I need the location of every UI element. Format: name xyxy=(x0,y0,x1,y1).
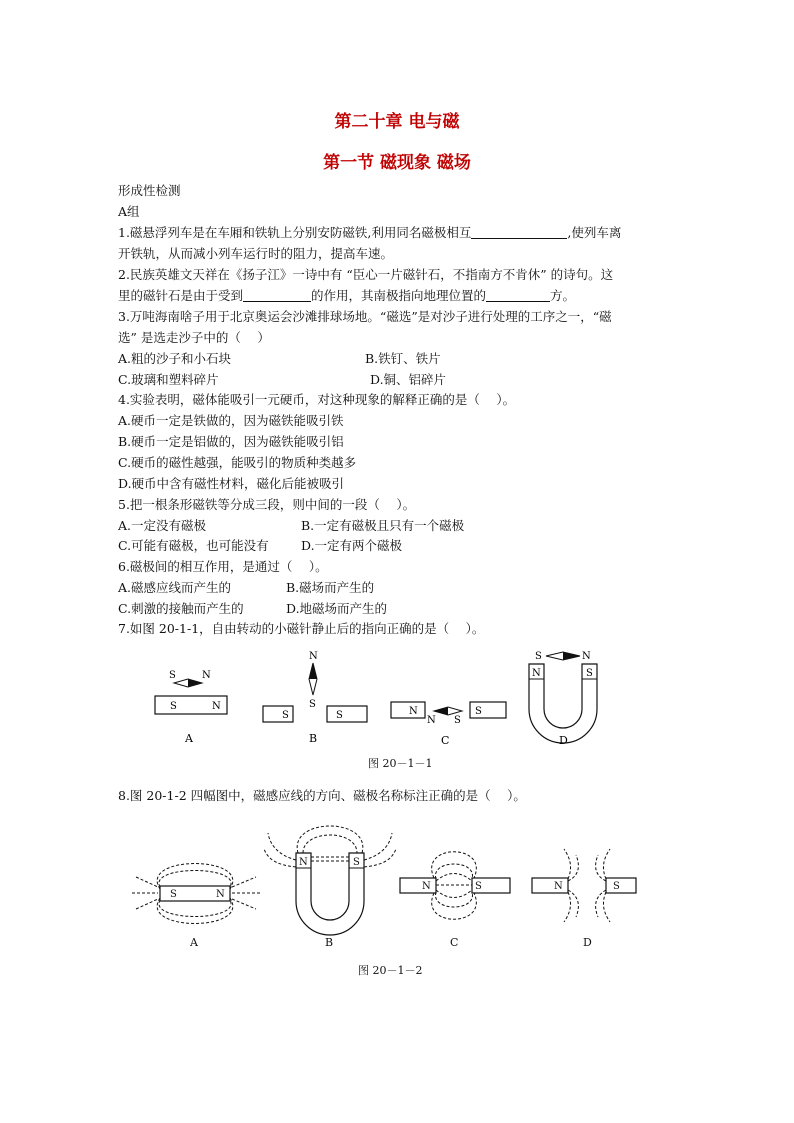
option-3d: D.铜、铝碎片 xyxy=(370,372,447,387)
needle-pole-label: N xyxy=(427,715,436,726)
needle-pole-label: S xyxy=(309,699,316,710)
needle-pole-label: N xyxy=(202,670,211,681)
question-2-text-pre: 里的磁针石是由于受到 xyxy=(118,288,244,303)
option-5a: A.一定没有磁极 xyxy=(118,518,207,533)
question-5: 5.把一根条形磁铁等分成三段，则中间的一段（ ）。 xyxy=(118,497,416,512)
question-2-text-post: 方。 xyxy=(550,288,576,303)
panel-label: A xyxy=(190,936,198,949)
needle-pole-label: N xyxy=(309,651,318,662)
pole-label: S xyxy=(336,710,343,721)
question-2-line-1: 2.民族英雄文天祥在《扬子江》一诗中有 “臣心一片磁针石，不指南方不肯休” 的诗句。这 xyxy=(118,267,614,282)
answer-blank[interactable] xyxy=(243,287,311,302)
panel-label: B xyxy=(325,936,334,949)
pole-label: S xyxy=(475,706,482,717)
question-2-line-2 xyxy=(118,286,575,306)
figure-1-panel-a xyxy=(155,670,227,745)
needle-pole-label: N xyxy=(582,651,591,662)
figure-1-caption: 图 20－1－1 xyxy=(368,757,433,770)
pole-label: N xyxy=(409,706,418,717)
option-3c: C.玻璃和塑料碎片 xyxy=(118,372,219,387)
pole-label: S xyxy=(353,857,360,868)
pole-label: S xyxy=(613,881,620,892)
figure-2-panel-a xyxy=(132,864,260,950)
group-label: A组 xyxy=(118,204,140,219)
pole-label: S xyxy=(170,701,177,712)
question-2-text-mid: 的作用，其南极指向地理位置的 xyxy=(311,288,487,303)
panel-label: B xyxy=(309,732,318,745)
figure-2-panel-b xyxy=(264,826,396,949)
needle-pole-label: S xyxy=(535,651,542,662)
option-6b: B.磁场而产生的 xyxy=(286,580,375,595)
question-8: 8.图 20-1-2 四幅图中，磁感应线的方向、磁极名称标注正确的是（ ）。 xyxy=(118,788,526,803)
question-6: 6.磁极间的相互作用，是通过（ ）。 xyxy=(118,559,328,574)
pole-label: N xyxy=(532,668,541,679)
panel-label: D xyxy=(583,936,592,949)
figure-2-panel-d xyxy=(532,849,636,949)
option-6c: C.刺激的接触而产生的 xyxy=(118,601,244,616)
needle-pole-label: S xyxy=(169,670,176,681)
figure-1-panel-c xyxy=(391,702,506,747)
question-3-line-2: 选” 是选走沙子中的（ ） xyxy=(118,330,270,345)
pole-label: N xyxy=(422,881,431,892)
panel-label: D xyxy=(559,734,568,747)
panel-label: C xyxy=(450,936,459,949)
figure-1-panel-d xyxy=(529,651,597,747)
panel-label: C xyxy=(441,734,450,747)
pole-label: S xyxy=(475,881,482,892)
question-3-line-1: 3.万吨海南啥子用于北京奥运会沙滩排球场地。“磁选”是对沙子进行处理的工序之一，“磁 xyxy=(118,309,612,324)
answer-blank[interactable] xyxy=(471,224,567,239)
question-1-line-1 xyxy=(118,223,621,243)
option-3a: A.粗的沙子和小石块 xyxy=(118,351,232,366)
pole-label: N xyxy=(216,889,225,900)
pole-label: S xyxy=(586,668,593,679)
chapter-title: 第二十章 电与磁 xyxy=(334,112,460,132)
option-4b: B.硬币一定是铝做的，因为磁铁能吸引铝 xyxy=(118,434,344,449)
option-4c: C.硬币的磁性越强，能吸引的物质种类越多 xyxy=(118,455,357,470)
pole-label: S xyxy=(282,710,289,721)
option-6d: D.地磁场而产生的 xyxy=(286,601,388,616)
needle-pole-label: S xyxy=(454,715,461,726)
question-1-line-2: 开铁轨，从而减小列车运行时的阻力，提高车速。 xyxy=(118,246,394,261)
pole-label: N xyxy=(554,881,563,892)
pole-label: N xyxy=(299,857,308,868)
pole-label: N xyxy=(212,701,221,712)
section-title: 第一节 磁现象 磁场 xyxy=(323,153,471,173)
question-7: 7.如图 20-1-1，自由转动的小磁针静止后的指向正确的是（ ）。 xyxy=(118,621,485,636)
question-4: 4.实验表明，磁体能吸引一元硬币，对这种现象的解释正确的是（ ）。 xyxy=(118,392,516,407)
question-1-text-pre: 1.磁悬浮列车是在车厢和铁轨上分别安防磁铁,利用同名磁极相互 xyxy=(118,225,472,240)
option-4d: D.硬币中含有磁性材料，磁化后能被吸引 xyxy=(118,476,345,491)
figure-1-panel-b xyxy=(263,651,367,745)
answer-blank[interactable] xyxy=(486,287,550,302)
option-5d: D.一定有两个磁极 xyxy=(301,538,403,553)
pole-label: S xyxy=(170,889,177,900)
option-5b: B.一定有磁极且只有一个磁极 xyxy=(301,518,465,533)
section-label: 形成性检测 xyxy=(118,183,181,198)
panel-label: A xyxy=(185,732,193,745)
question-1-text-post: ,使列车离 xyxy=(567,225,622,240)
figure-20-1-2 xyxy=(118,815,638,955)
option-5c: C.可能有磁极，也可能没有 xyxy=(118,538,269,553)
option-6a: A.磁感应线而产生的 xyxy=(118,580,232,595)
option-4a: A.硬币一定是铁做的，因为磁铁能吸引铁 xyxy=(118,413,344,428)
figure-2-caption: 图 20－1－2 xyxy=(358,964,423,977)
figure-2-panel-c xyxy=(400,852,510,949)
option-3b: B.铁钉、铁片 xyxy=(365,351,441,366)
figure-20-1-1 xyxy=(118,645,618,750)
